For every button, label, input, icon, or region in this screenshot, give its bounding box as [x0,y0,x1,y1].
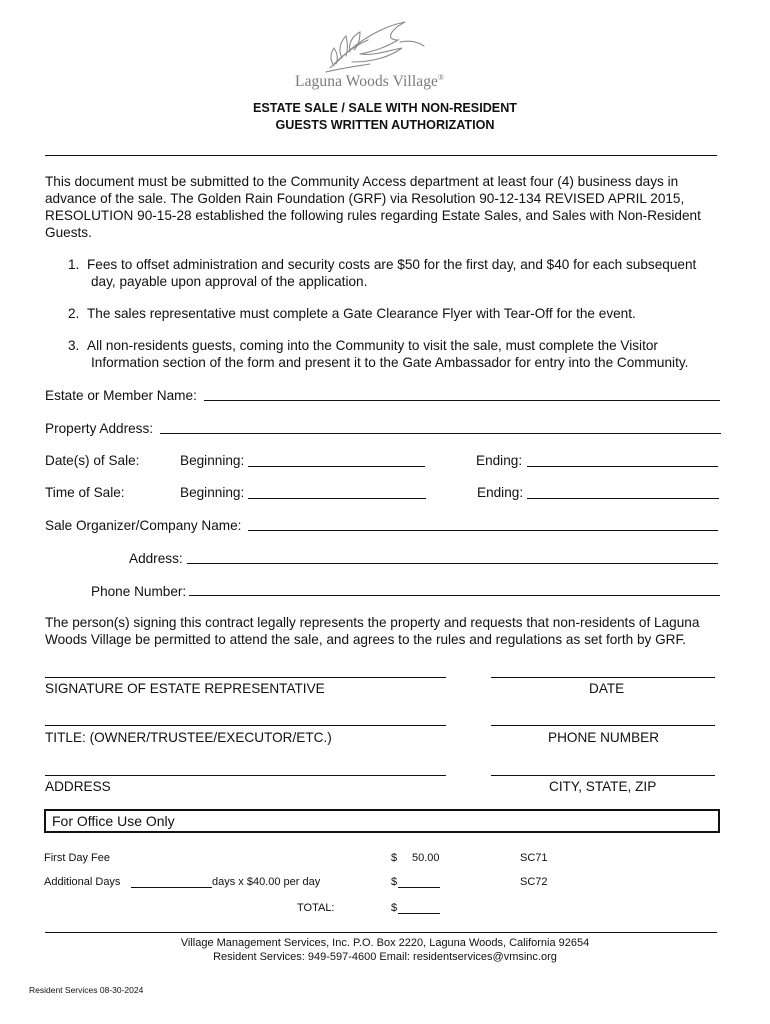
title-field[interactable] [45,725,446,726]
additional-days-field[interactable] [131,887,212,888]
property-address-label: Property Address: [45,421,154,436]
organizer-phone-field[interactable] [189,595,720,596]
footer-divider [45,932,717,933]
rule-number: 3. [68,338,80,353]
title-divider [45,155,717,156]
organizer-address-label: Address: [129,551,183,566]
intro-line3: RESOLUTION 90-15-28 established the following rules regarding Estate Sales, and Sales with Non-Resident [45,208,701,223]
total-amount-field[interactable] [398,913,440,914]
rule-text: All non-residents guests, coming into the Community to visit the sale, must complete the Visitor [87,338,658,353]
time-ending-field[interactable] [527,498,719,499]
page-title-line1: ESTATE SALE / SALE WITH NON-RESIDENT [252,101,517,115]
office-use-header: For Office Use Only [52,813,175,829]
date-label: DATE [589,681,625,696]
time-beginning-label: Beginning: [180,485,245,500]
city-state-zip-field[interactable] [491,775,715,776]
additional-days-label: Additional Days [44,876,121,888]
first-day-fee-label: First Day Fee [44,852,111,864]
first-day-currency: $ [391,852,398,864]
logo-text: Laguna Woods Village [295,73,439,91]
property-address-field[interactable] [160,433,721,434]
footer-contact: Resident Services: 949-597-4600 Email: residentservices@vmsinc.org [213,951,557,963]
phone-number-label: PHONE NUMBER [548,730,660,745]
logo [290,18,460,96]
city-state-zip-label: CITY, STATE, ZIP [549,779,657,794]
address-field[interactable] [45,775,446,776]
rule-number: 2. [68,306,80,321]
dates-beginning-field[interactable] [248,466,425,467]
office-use-header-box [44,809,720,833]
rule-text: day, payable upon approval of the application. [91,274,368,289]
consent-line1: The person(s) signing this contract legally represents the property and requests that non-residents of Laguna [45,615,700,630]
title-label: TITLE: (OWNER/TRUSTEE/EXECUTOR/ETC.) [45,730,332,745]
estate-name-field[interactable] [204,400,720,401]
dates-beginning-label: Beginning: [180,453,245,468]
additional-currency: $ [391,876,398,888]
footer-address: Village Management Services, Inc. P.O. Box 2220, Laguna Woods, California 92654 [180,937,590,949]
total-currency: $ [391,902,398,914]
rule-text: Fees to offset administration and security costs are $50 for the first day, and $40 for each subsequent [87,257,697,272]
organizer-phone-label: Phone Number: [91,584,187,599]
document-id: Resident Services 08-30-2024 [29,985,144,995]
address-label: ADDRESS [45,779,111,794]
first-day-amount: 50.00 [412,852,440,864]
rule-text: Information section of the form and present it to the Gate Ambassador for entry into the Community. [91,355,689,370]
dates-ending-field[interactable] [527,466,718,467]
signature-field[interactable] [45,677,446,678]
estate-name-label: Estate or Member Name: [45,388,197,403]
first-day-code: SC71 [520,852,548,864]
time-beginning-field[interactable] [248,498,426,499]
intro-line4: Guests. [45,225,92,240]
total-label: TOTAL: [297,902,335,914]
leaf-logo-icon [290,18,460,76]
additional-days-rate: days x $40.00 per day [212,876,321,888]
intro-line1: This document must be submitted to the Community Access department at least four (4) business days in [45,174,679,189]
page-title-line2: GUESTS WRITTEN AUTHORIZATION [275,118,495,132]
organizer-field[interactable] [248,530,718,531]
additional-amount-field[interactable] [398,887,440,888]
dates-of-sale-label: Date(s) of Sale: [45,453,140,468]
organizer-address-field[interactable] [187,563,718,564]
phone-number-field[interactable] [491,725,715,726]
additional-code: SC72 [520,876,548,888]
time-ending-label: Ending: [477,485,524,500]
time-of-sale-label: Time of Sale: [45,485,125,500]
dates-ending-label: Ending: [476,453,523,468]
rule-number: 1. [68,257,80,272]
rule-text: The sales representative must complete a Gate Clearance Flyer with Tear-Off for the event. [87,306,636,321]
date-field[interactable] [491,677,715,678]
intro-line2: advance of the sale. The Golden Rain Foundation (GRF) via Resolution 90-12-134 REVISED APRIL 2015, [45,191,685,206]
signature-label: SIGNATURE OF ESTATE REPRESENTATIVE [45,681,325,696]
organizer-label: Sale Organizer/Company Name: [45,518,242,533]
registered-mark: ® [438,73,445,82]
consent-line2: Woods Village be permitted to attend the sale, and agrees to the rules and regulations as set forth by GRF. [45,632,687,647]
